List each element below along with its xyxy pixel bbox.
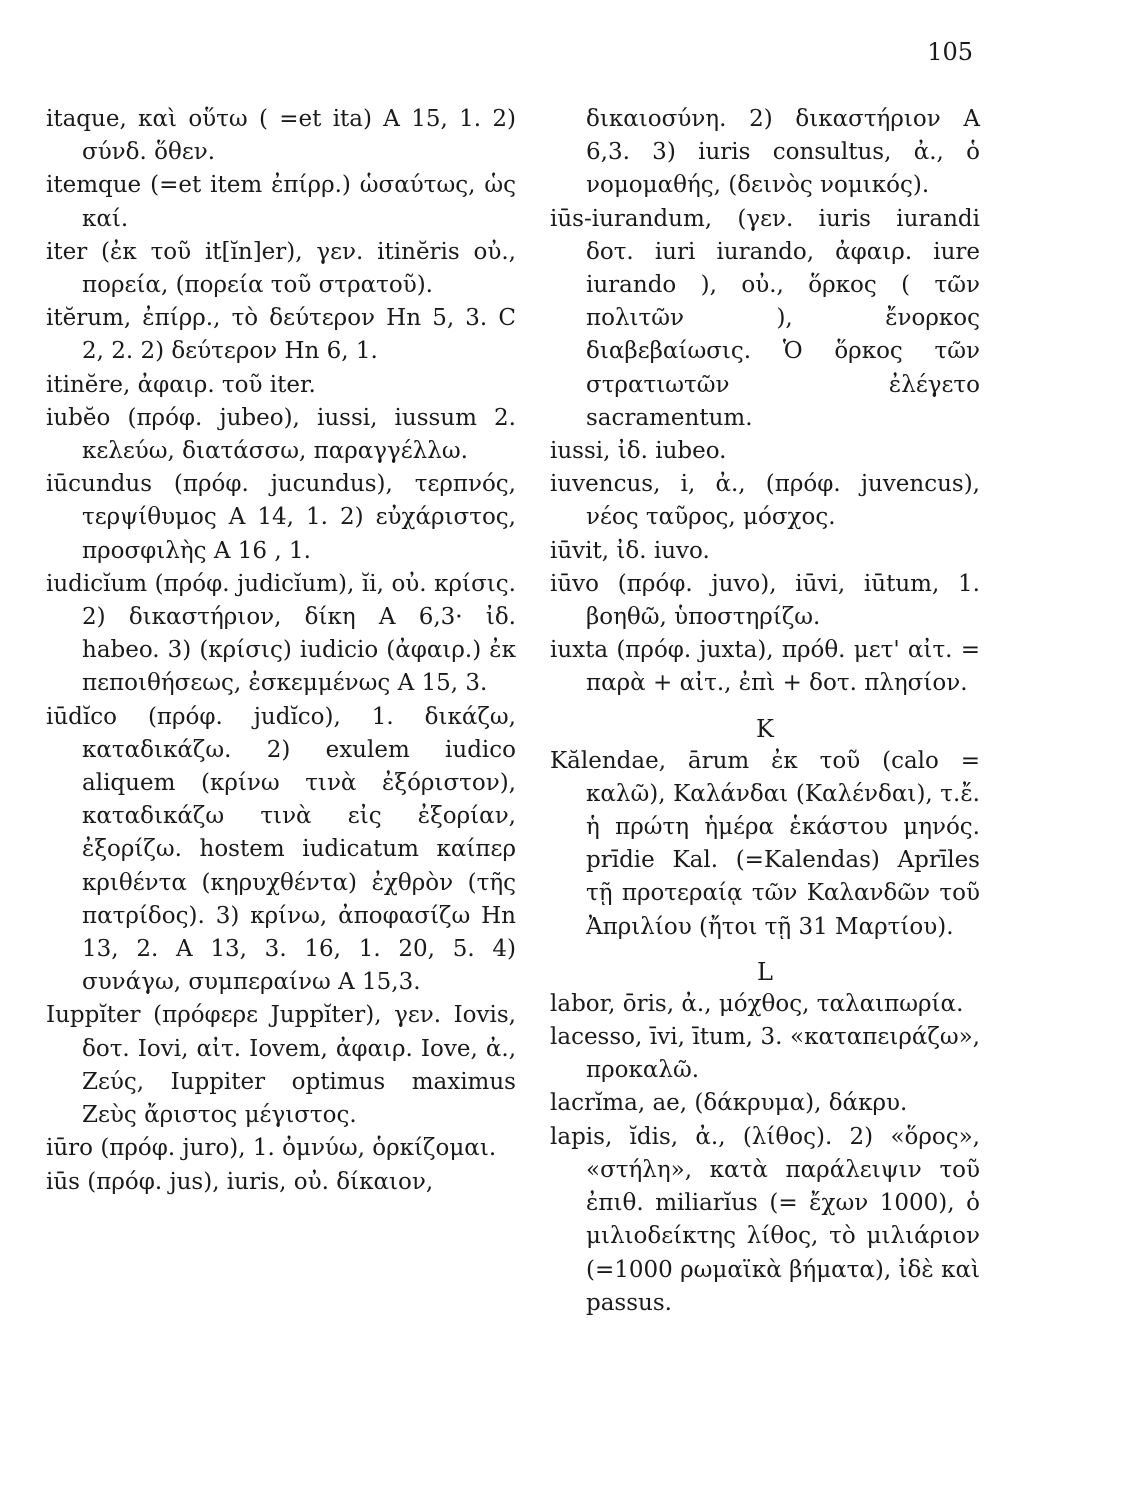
- dictionary-entry: itaque, καὶ οὕτω ( =et ita) A 15, 1. 2) σύνδ. ὅθεν.: [46, 106, 516, 166]
- dictionary-entry: Iuppĭter (πρόφερε Juppĭter), γεν. Iovis, δοτ. Iovi, αἰτ. Iovem, ἀφαιρ. Iove, ἀ., Ζεύς, Iuppiter optimus maximus Ζεὺς ἄριστος μέγιστος.: [46, 1002, 516, 1129]
- dictionary-entry: iūs-iurandum, (γεν. iuris iurandi δοτ. iuri iurando, ἀφαιρ. iure iurando ), οὐ., ὅρκος ( τῶν πολιτῶν ), ἔνορκος διαβεβαίωσις. Ὁ ὅρκος τῶν στρατιωτῶν ἐλέγετο sacramentum.: [550, 205, 980, 431]
- entry-continuation: δικαιοσύνη. 2) δικαστήριον A 6,3. 3) iuris consultus, ἀ., ὁ νομομαθής, (δεινὸς νομικός).: [586, 106, 980, 199]
- dictionary-entry: lacesso, īvi, ītum, 3. «καταπειράζω», προκαλῶ.: [550, 1024, 980, 1084]
- dictionary-entry: lapis, ĭdis, ἀ., (λίθος). 2) «ὅρος», «στήλη», κατὰ παράλειψιν τοῦ ἐπιθ. miliarĭus (= ἔχων 1000), ὁ μιλιοδείκτης λίθος, τὸ μιλιάριον (=1000 ρωμαϊκὰ βήματα), ἰδὲ καὶ passus.: [550, 1123, 980, 1316]
- dictionary-entry: iuxta (πρόφ. juxta), πρόθ. μετ' αἰτ. = παρὰ + αἰτ., ἐπὶ + δοτ. πλησίον.: [550, 637, 980, 697]
- dictionary-entry: iūdĭco (πρόφ. judĭco), 1. δικάζω, καταδικάζω. 2) exulem iudico aliquem (κρίνω τινὰ ἐξόριστον), καταδικάζω τινὰ εἰς ἐξορίαν, ἐξορίζω. hostem iudicatum καίπερ κριθέντα (κηρυχθέντα) ἐχθρὸν (τῆς πατρίδος). 3) κρίνω, ἀποφασίζω Hn 13, 2. A 13, 3. 16, 1. 20, 5. 4) συνάγω, συμπεραίνω A 15,3.: [46, 703, 516, 996]
- dictionary-entry: iūvo (πρόφ. juvo), iūvi, iūtum, 1. βοηθῶ, ὑποστηρίζω.: [550, 570, 980, 631]
- dictionary-entry: iūcundus (πρόφ. jucundus), τερπνός, τερψίθυμος A 14, 1. 2) εὐχάριστος, προσφιλὴς A 16 , 1.: [46, 471, 516, 564]
- dictionary-entry: itemque (=et item ἐπίρρ.) ὡσαύτως, ὡς καί.: [46, 172, 516, 232]
- dictionary-entry: iūro (πρόφ. juro), 1. ὀμνύω, ὁρκίζομαι.: [46, 1135, 497, 1162]
- dictionary-entry: Kălendae, ārum ἐκ τοῦ (calo = καλῶ), Καλάνδαι (Καλένδαι), τ.ἔ. ἡ πρώτη ἡμέρα ἑκάστου μηνός. prīdie Kal. (=Kalendas) Aprīles τῇ προτεραίᾳ τῶν Καλανδῶν τοῦ Ἀπριλίου (ἤτοι τῇ 31 Μαρτίου).: [550, 747, 980, 940]
- dictionary-entry: iussi, ἰδ. iubeo.: [550, 438, 727, 465]
- section-heading-k: K: [756, 714, 774, 743]
- page-number: 105: [927, 38, 973, 66]
- dictionary-entry: lacrĭma, ae, (δάκρυμα), δάκρυ.: [550, 1090, 908, 1117]
- dictionary-entry: labor, ōris, ἀ., μόχθος, ταλαιπωρία.: [550, 990, 964, 1017]
- dictionary-entry: iudicĭum (πρόφ. judicĭum), ĭi, οὐ. κρίσις. 2) δικαστήριον, δίκη A 6,3· ἰδ. habeo. 3) (κρίσις) iudicio (ἀφαιρ.) ἐκ πεποιθήσεως, ἐσκεμμένως A 15, 3.: [46, 570, 516, 697]
- left-column: [46, 103, 516, 1199]
- dictionary-entry: iūvit, ἰδ. iuvo.: [550, 537, 710, 564]
- dictionary-entry: iūs (πρόφ. jus), iuris, οὐ. δίκαιον,: [46, 1168, 434, 1195]
- section-heading-l: L: [757, 957, 773, 986]
- dictionary-entry: iter (ἐκ τοῦ it[ĭn]er), γεν. itinĕris οὐ., πορεία, (πορεία τοῦ στρατοῦ).: [46, 238, 516, 299]
- dictionary-entry: iubĕo (πρόφ. jubeo), iussi, iussum 2. κελεύω, διατάσσω, παραγγέλλω.: [46, 404, 516, 465]
- dictionary-entry: itinĕre, ἀφαιρ. τοῦ iter.: [46, 371, 316, 398]
- dictionary-entry: iuvencus, i, ἀ., (πρόφ. juvencus), νέος ταῦρος, μόσχος.: [550, 471, 980, 531]
- right-column: [550, 103, 980, 1320]
- dictionary-entry: itĕrum, ἐπίρρ., τὸ δεύτερον Hn 5, 3. C 2, 2. 2) δεύτερον Hn 6, 1.: [46, 305, 516, 365]
